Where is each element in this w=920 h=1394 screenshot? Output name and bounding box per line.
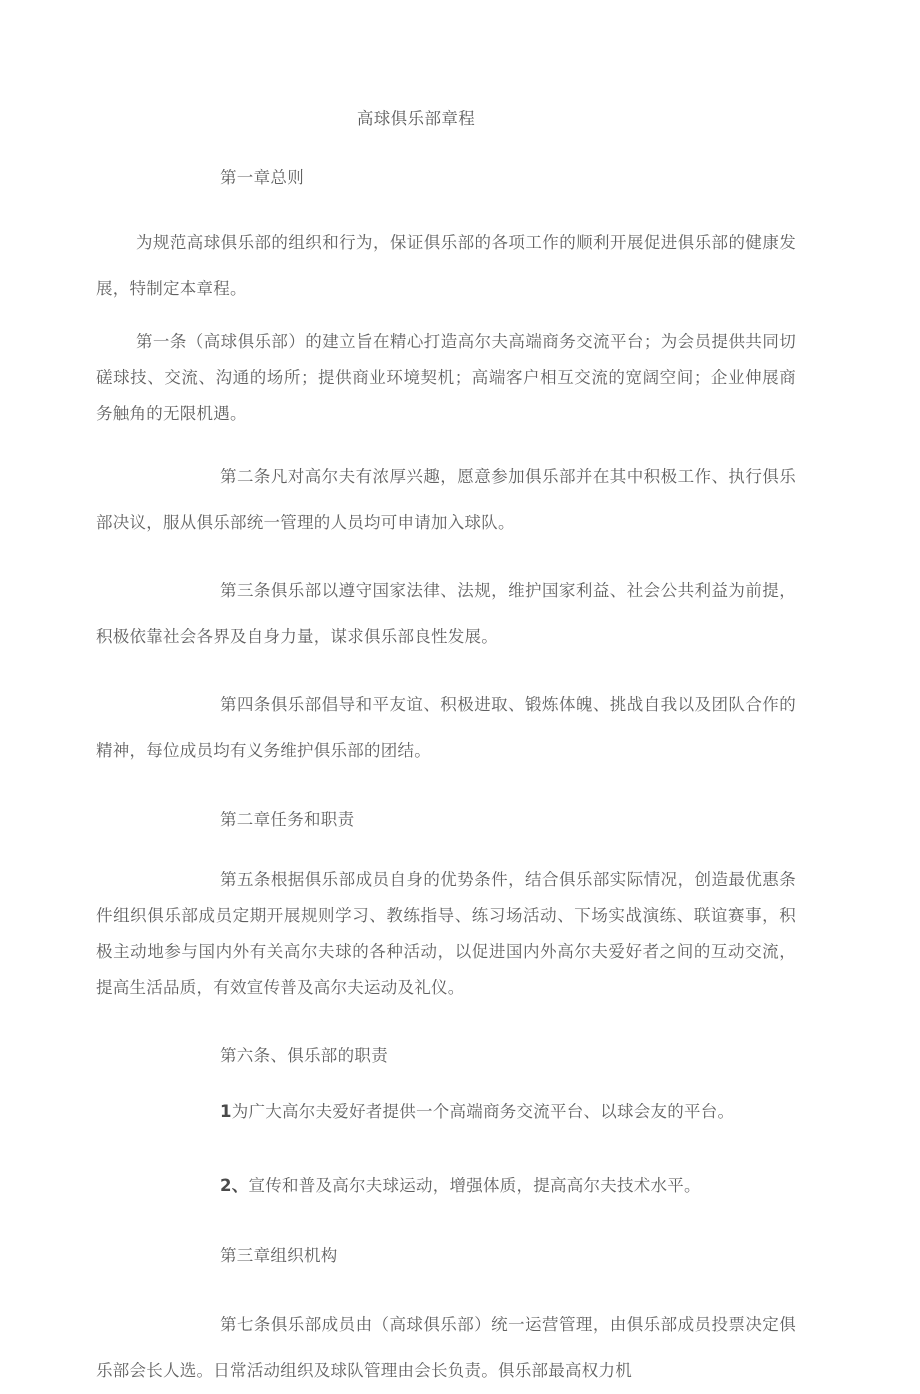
- list-item-label: 为广大高尔夫爱好者提供一个高端商务交流平台、以球会友的平台。: [231, 1102, 735, 1121]
- spacer: [96, 432, 796, 454]
- article-2: 第二条凡对高尔夫有浓厚兴趣，愿意参加俱乐部并在其中积极工作、执行俱乐部决议，服从俱乐部统一管理的人员均可申请加入球队。: [96, 467, 796, 532]
- spacer: [96, 774, 796, 804]
- article-3: 第三条俱乐部以遵守国家法律、法规，维护国家利益、社会公共利益为前提，积极依靠社会各界及自身力量，谋求俱乐部良性发展。: [96, 581, 796, 646]
- duties-heading: 第六条、俱乐部的职责: [220, 1046, 388, 1065]
- list-item-number: 2、: [220, 1176, 249, 1195]
- spacer: [96, 1072, 796, 1084]
- article-1: 第一条（高球俱乐部）的建立旨在精心打造高尔夫高端商务交流平台；为会员提供共同切磋球技、交流、沟通的场所；提供商业环境契机；高端客户相互交流的宽阔空间；企业伸展商务触角的无限机遇。: [96, 332, 796, 423]
- article-5: 第五条根据俱乐部成员自身的优势条件，结合俱乐部实际情况，创造最优惠条件组织俱乐部成员定期开展规则学习、教练指导、练习场活动、下场实战演练、联谊赛事，积极主动地参与国内外有关高尔夫球的各种活动，以促进国内外高尔夫爱好者之间的互动交流，提高生活品质，有效宣传普及高尔夫运动及礼仪。: [96, 870, 796, 997]
- spacer: [96, 312, 796, 324]
- list-item: [96, 1084, 796, 1140]
- page-title: 高球俱乐部章程: [356, 109, 476, 128]
- spacer: [96, 194, 796, 220]
- spacer: [96, 836, 796, 862]
- spacer: [96, 660, 796, 682]
- list-item-label: 宣传和普及高尔夫球运动，增强体质，提高高尔夫技术水平。: [248, 1176, 701, 1195]
- chapter-heading-3: 第三章组织机构: [220, 1246, 338, 1265]
- list-item: [96, 1158, 796, 1214]
- chapter-heading-2: 第二章任务和职责: [220, 810, 355, 829]
- chapter-heading-1: 第一章总则: [220, 168, 304, 187]
- spacer: [96, 1214, 796, 1240]
- article-7: 第七条俱乐部成员由（高球俱乐部）统一运营管理，由俱乐部成员投票决定俱乐部会长人选。日常活动组织及球队管理由会长负责。俱乐部最高权力机: [96, 1315, 796, 1380]
- spacer: [96, 1006, 796, 1040]
- document-body: [96, 104, 796, 1394]
- list-item-number: 1: [220, 1102, 232, 1121]
- article-4: 第四条俱乐部倡导和平友谊、积极进取、锻炼体魄、挑战自我以及团队合作的精神，每位成员均有义务维护俱乐部的团结。: [96, 695, 796, 760]
- spacer: [96, 1140, 796, 1158]
- spacer: [96, 546, 796, 568]
- spacer: [96, 1272, 796, 1302]
- chapter-1-preamble: 为规范高球俱乐部的组织和行为，保证俱乐部的各项工作的顺利开展促进俱乐部的健康发展，特制定本章程。: [96, 233, 796, 298]
